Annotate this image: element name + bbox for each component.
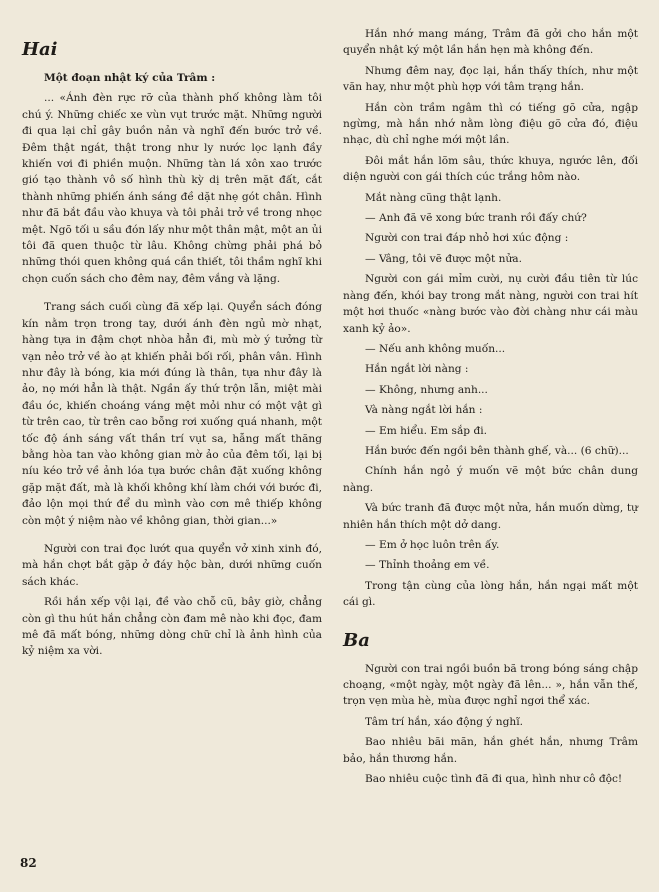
story-paragraph: Người con gái mỉm cười, nụ cười đầu tiên từ lúc nàng đến, khói bay trong mắt nàng, người con trai hít một hơi thuốc «nàng bước vào đời chàng như cái màu xanh kỷ ảo». [343, 273, 638, 335]
story-paragraph: Bao nhiêu bãi mãn, hắn ghét hắn, nhưng Trâm bảo, hắn thương hắn. [343, 736, 638, 765]
story-paragraph: Rồi hắn xếp vội lại, đề vào chỗ cũ, bây giờ, chẳng còn gì thu hút hắn chẳng còn đam mê nào khi đọc, đam mê đã mất bóng, những dòng chữ chỉ là ảnh hình của kỷ niệm xa vời. [22, 596, 322, 658]
story-paragraph: Hắn ngắt lời nàng : [365, 363, 469, 376]
dialogue-line: — Vâng, tôi vẽ được một nửa. [365, 252, 522, 265]
dialogue-line: — Nếu anh không muốn... [365, 342, 506, 355]
story-paragraph: Hắn còn trầm ngâm thì có tiếng gõ cửa, ngập ngừng, mà hắn nhớ nằm lòng điệu gõ cửa đó, điệu nhạc, dù chỉ nghe mới một lần. [343, 101, 638, 147]
story-paragraph: Hắn bước đến ngồi bên thành ghế, và... (6 chữ)... [365, 444, 629, 457]
story-paragraph: Và nàng ngắt lời hắn : [365, 404, 483, 417]
page-number: 82 [20, 856, 37, 870]
dialogue-line: — Thỉnh thoảng em về. [365, 559, 490, 572]
story-paragraph: Mắt nàng cũng thật lạnh. [365, 191, 502, 204]
dialogue-line: — Em ở học luôn trên ấy. [365, 538, 500, 551]
story-paragraph: Bao nhiêu cuộc tình đã đi qua, hình như cô độc! [365, 773, 623, 786]
left-column [22, 26, 322, 664]
story-paragraph: Và bức tranh đã được một nửa, hắn muốn dừng, tự nhiên hắn thích một dở dang. [343, 502, 638, 531]
story-paragraph: Chính hắn ngỏ ý muốn vẽ một bức chân dung nàng. [343, 465, 638, 494]
story-paragraph: Nhưng đêm nay, đọc lại, hắn thấy thích, như một văn hay, như một phù hợp với tâm trạng hắn. [343, 64, 638, 94]
section-heading-ba: Ba [343, 629, 370, 651]
dialogue-line: — Không, nhưng anh... [365, 383, 488, 396]
story-paragraph: Người con trai đáp nhỏ hơi xúc động : [365, 232, 569, 245]
story-paragraph: Tâm trí hắn, xáo động ý nghĩ. [365, 715, 523, 728]
story-paragraph: Người con trai đọc lướt qua quyển vở xinh xinh đó, mà hắn chợt bắt gặp ở đáy hộc bàn, dưới những cuốn sách khác. [22, 542, 322, 588]
story-paragraph: Trong tận cùng của lòng hắn, hắn ngại mất một cái gì. [343, 579, 638, 609]
dialogue-line: — Em hiểu. Em sắp đi. [365, 424, 487, 437]
diary-paragraph: Trang sách cuối cùng đã xếp lại. Quyển sách đóng kín nằm trọn trong tay, dưới ánh đèn ngủ mờ nhạt, hàng tựa in đậm chợt nhòa hẳn đi, mù mờ ý tưởng từ vạn nẻo trở về ào ạt khiến phải bối rối, phân vân. Hình như đây là bóng, kia mới đúng là thân, tựa như đây là ảo, nọ mới hẳn là thật. Ngần ấy thứ trộn lẫn, miệt mài đầu óc, khiến choáng váng mệt mỏi như có một vật gì từ trên cao, từ trên cao bỗng rơi xuống quá nhanh, một tốc độ ánh sáng vất thần trí vụt sa, hẫng mất thăng bằng hòa tan vào không gian mờ ảo của đêm tối, lại bị níu kéo trở về ảnh lóa tựa bước chân đặt xuống không gặp mặt đất, mà là khối không khí làm chới với bước đi, đảo lộn mọi thứ để du mình vào cơn mê thiếp không còn một ý niệm nào về không gian, thời gian...» [22, 301, 322, 527]
diary-paragraph: ... «Ánh đèn rực rỡ của thành phố không làm tôi chú ý. Những chiếc xe vùn vụt trước mặt. Những người đi qua lại chỉ gây buồn nản và nghĩ đến bước trở về. Đêm thật ngát, thật trong như ly nước lọc lạnh đầy khiến vơi đi phiền muộn. Những tàn lá xôn xao trước gió tạo thành vô số hình thù kỳ dị trên mặt đất, cắt thành những phiến ánh sáng đề dặt nhẹ gót chân. Hình như đã bắt đầu vào khuya và tôi phải trở về trong nhọc mệt. Ngõ tối u sầu đón lấy như một thân mật, một an ủi tôi đã quen thuộc từ lâu. Không chừng phải phá bỏ những thói quen không quá cần thiết, tôi thầm nghĩ khi chọn cuốn sách cho đêm nay, đêm vắng và lặng. [22, 92, 322, 285]
section-heading-hai: Hai [22, 39, 58, 60]
dialogue-line: — Anh đã vẽ xong bức tranh rồi đấy chứ? [365, 212, 587, 225]
story-paragraph: Người con trai ngồi buồn bã trong bóng sáng chập choạng, «một ngày, một ngày đã lên... », hắn vẫn thế, trọn vẹn mùa hè, mùa được nghỉ ngơi thể xác. [343, 662, 638, 708]
story-paragraph: Đôi mắt hắn lõm sâu, thức khuya, ngước lên, đối diện người con gái thích cúc trắng hôm nào. [343, 154, 638, 184]
right-column [343, 26, 638, 791]
story-paragraph: Hắn nhớ mang máng, Trâm đã gởi cho hắn một quyển nhật ký một lần hắn hẹn mà không đến. [343, 28, 638, 57]
diary-subheading: Một đoạn nhật ký của Trâm : [44, 72, 216, 84]
